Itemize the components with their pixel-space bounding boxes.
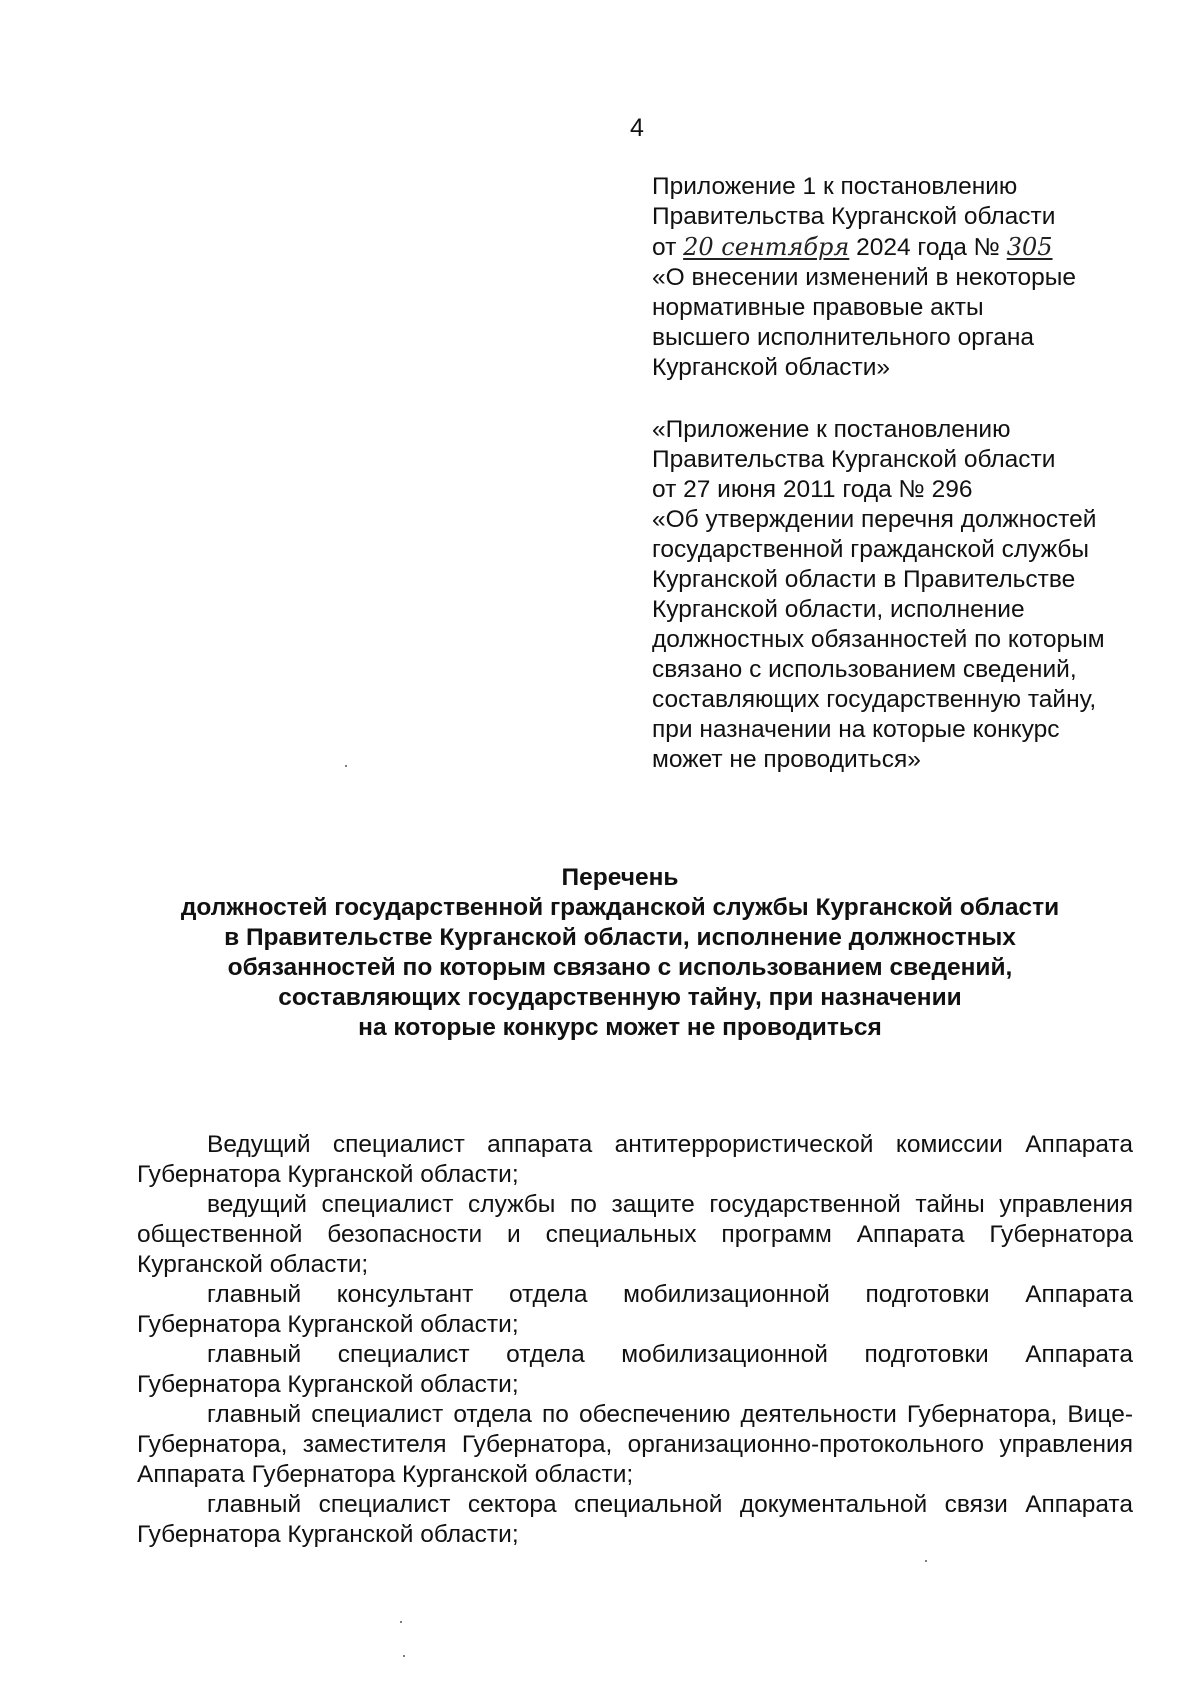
appendix-2-line: может не проводиться»	[652, 746, 921, 773]
title-line: на которые конкурс может не проводиться	[358, 1014, 882, 1041]
position-item: главный специалист сектора специальной документальной связи Аппарата Губернатора Курганской области;	[137, 1491, 1133, 1548]
position-item: главный консультант отдела мобилизационной подготовки Аппарата Губернатора Курганской области;	[137, 1281, 1133, 1338]
position-item: главный специалист отдела мобилизационной подготовки Аппарата Губернатора Курганской области;	[137, 1341, 1133, 1398]
scan-speck	[400, 1621, 402, 1623]
appendix-1-line: нормативные правовые акты	[652, 294, 984, 321]
title-line: составляющих государственную тайну, при назначении	[278, 984, 962, 1011]
position-item: ведущий специалист службы по защите государственной тайны управления общественной безопасности и специальных программ Аппарата Губернатора Курганской области;	[137, 1191, 1133, 1278]
page-number: 4	[630, 114, 644, 142]
date-prefix: от	[652, 234, 677, 261]
appendix-2-line: при назначении на которые конкурс	[652, 716, 1060, 743]
appendix-1-header	[652, 172, 1172, 383]
appendix-2-line: от 27 июня 2011 года № 296	[652, 476, 973, 503]
appendix-2-line: Курганской области в Правительстве	[652, 566, 1076, 593]
appendix-1-line: Правительства Курганской области	[652, 203, 1056, 230]
appendix-2-line: связано с использованием сведений,	[652, 656, 1077, 683]
appendix-2-line: Курганской области, исполнение	[652, 596, 1025, 623]
appendix-2-line: «Об утверждении перечня должностей	[652, 506, 1097, 533]
position-item: главный специалист отдела по обеспечению деятельности Губернатора, Вице-Губернатора, заместителя Губернатора, организационно-протокольного управления Аппарата Губернатора Курганской области;	[137, 1401, 1133, 1488]
handwritten-number: 305	[1006, 233, 1053, 261]
scan-speck	[403, 1655, 405, 1657]
title-line: в Правительстве Курганской области, исполнение должностных	[224, 924, 1016, 951]
list-title	[120, 863, 1120, 1043]
appendix-2-line: должностных обязанностей по которым	[652, 626, 1105, 653]
appendix-2-line: составляющих государственную тайну,	[652, 686, 1097, 713]
appendix-2-line: государственной гражданской службы	[652, 536, 1090, 563]
appendix-2-line: Правительства Курганской области	[652, 446, 1056, 473]
appendix-1-line: Курганской области»	[652, 354, 891, 381]
appendix-1-date-line	[652, 232, 1172, 263]
position-item: Ведущий специалист аппарата антитеррористической комиссии Аппарата Губернатора Курганской области;	[137, 1131, 1133, 1188]
scan-speck	[925, 1560, 927, 1562]
appendix-2-line: «Приложение к постановлению	[652, 416, 1011, 443]
title-line: обязанностей по которым связано с использованием сведений,	[227, 954, 1013, 981]
appendix-1-line: Приложение 1 к постановлению	[652, 173, 1018, 200]
appendix-2-header	[652, 415, 1172, 775]
date-suffix: 2024 года №	[856, 234, 1000, 261]
handwritten-date: 20 сентября	[683, 233, 850, 261]
title-line: должностей государственной гражданской службы Курганской области	[180, 894, 1060, 921]
appendix-1-line: «О внесении изменений в некоторые	[652, 264, 1076, 291]
title-heading: Перечень	[561, 864, 679, 891]
positions-list	[137, 1130, 1133, 1550]
scan-speck	[345, 765, 347, 767]
appendix-1-line: высшего исполнительного органа	[652, 324, 1035, 351]
